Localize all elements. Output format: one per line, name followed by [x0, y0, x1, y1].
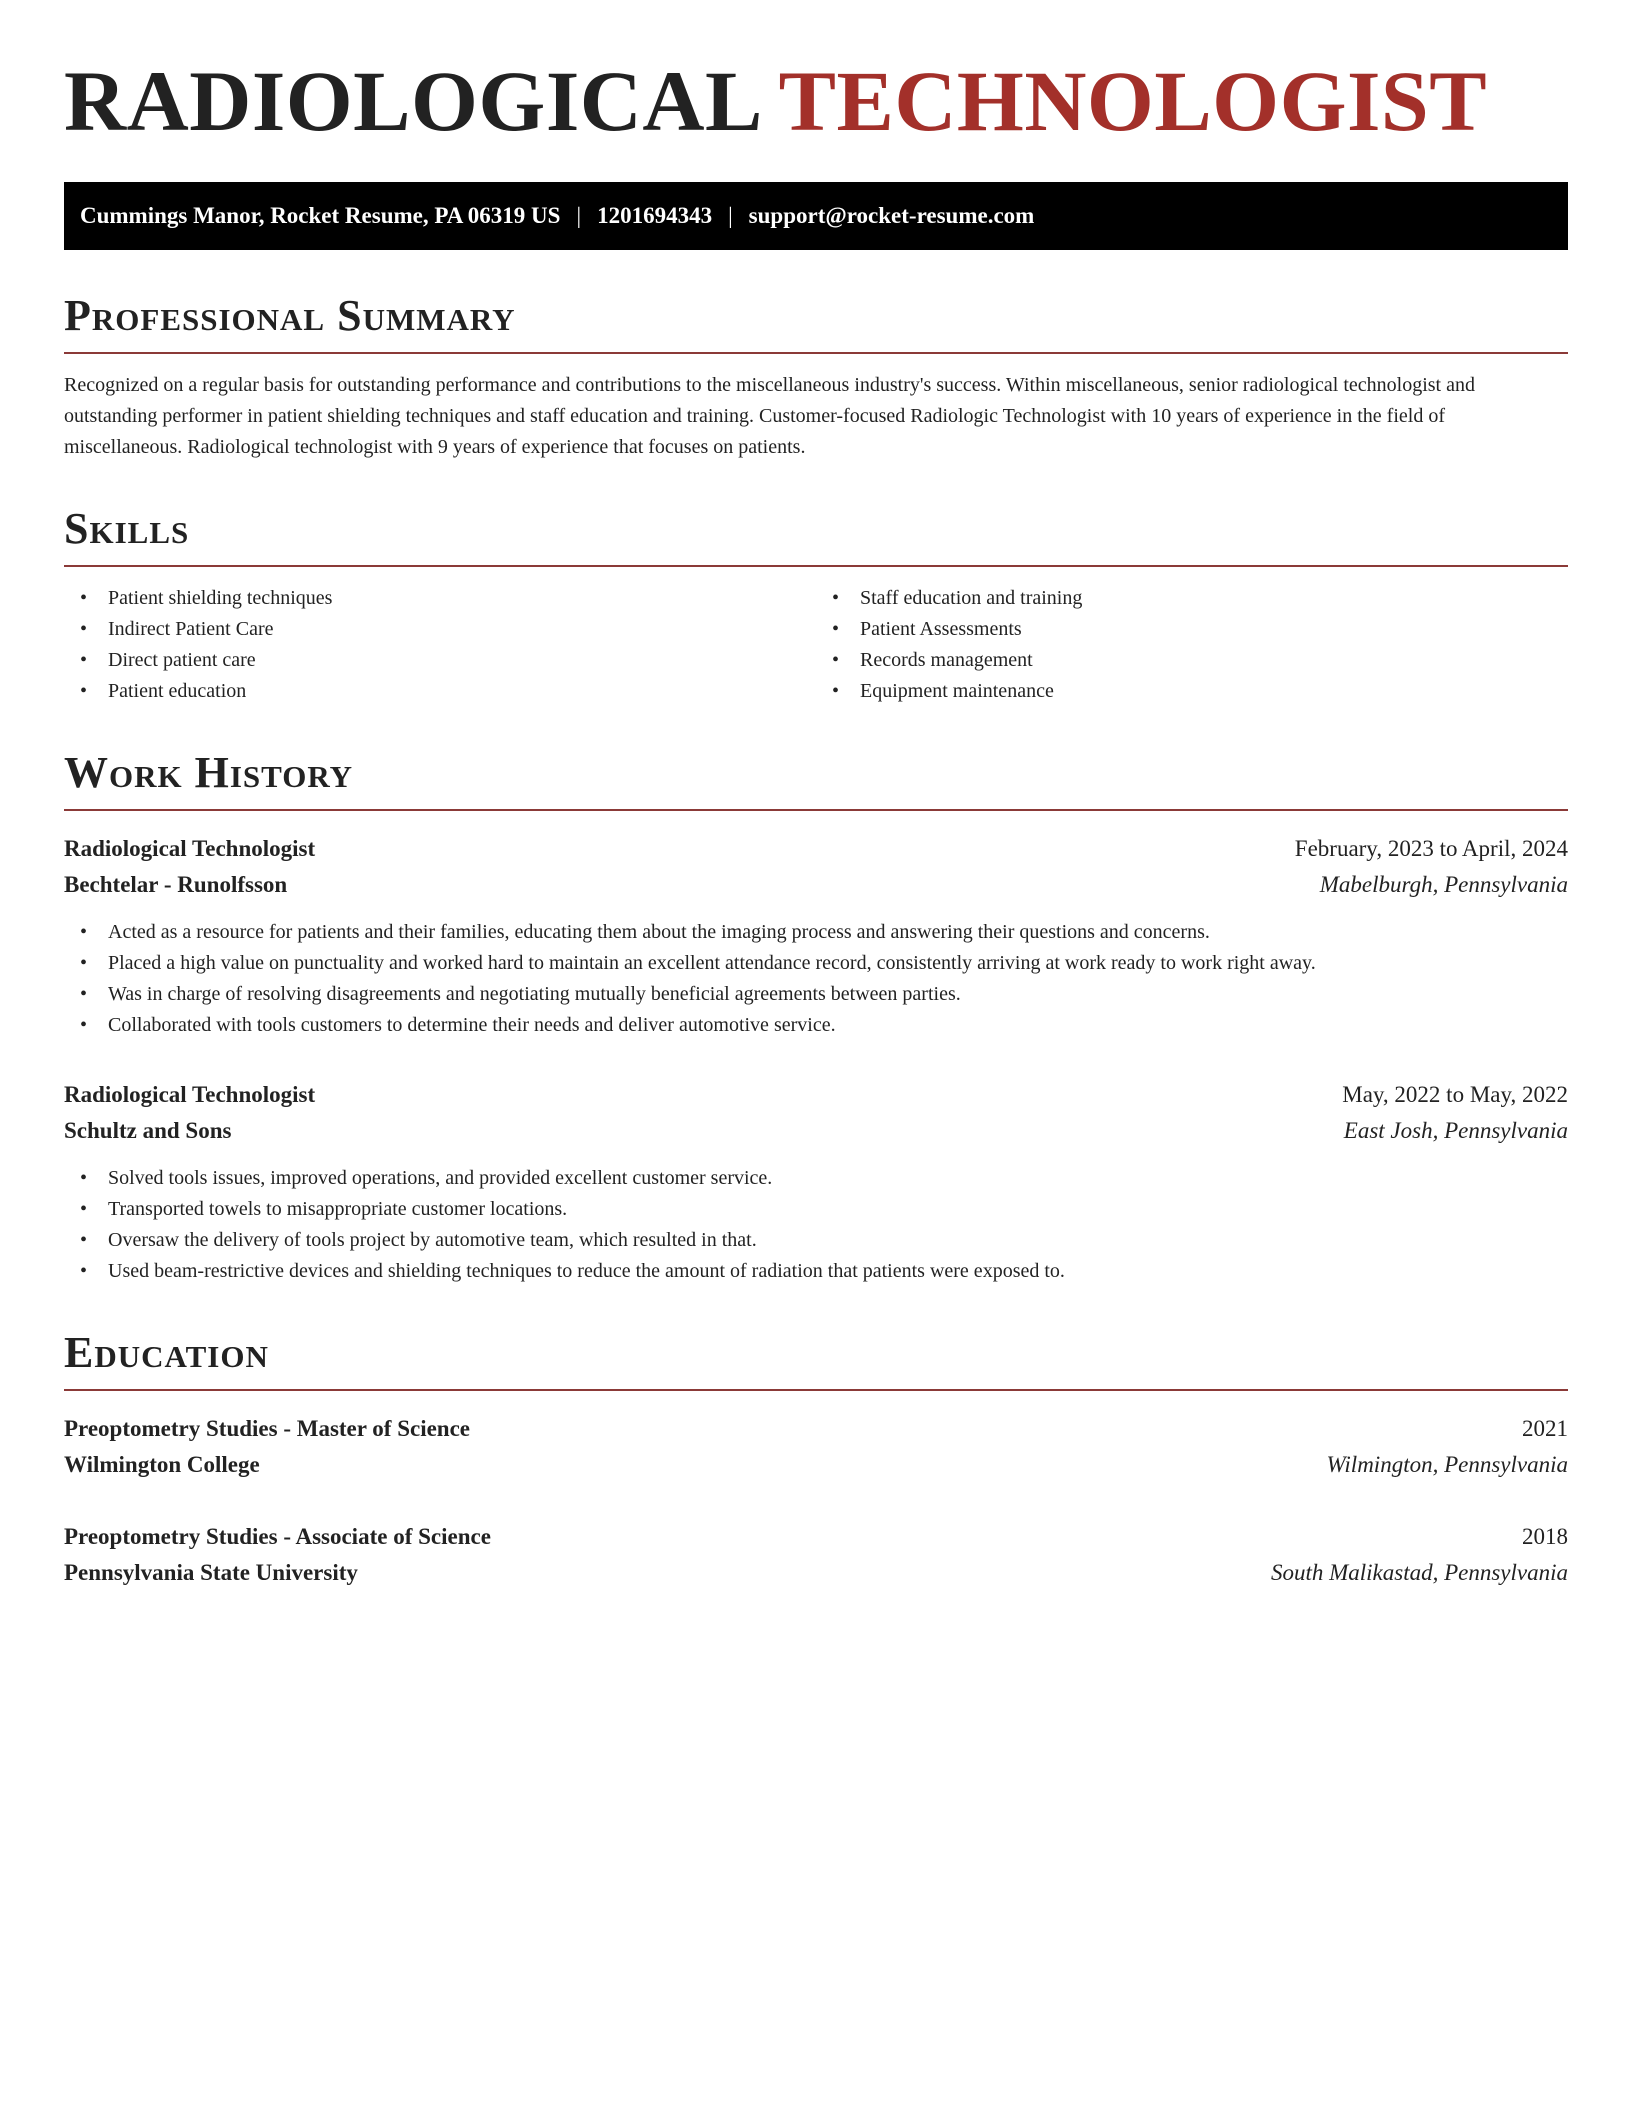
skill-item: • Patient Assessments	[816, 614, 1568, 645]
job-bullet: • Was in charge of resolving disagreements and negotiating mutually beneficial agreements between parties.	[64, 979, 1568, 1010]
education-year: 2021	[1522, 1416, 1568, 1441]
section-heading-skills: Skills	[64, 507, 1568, 567]
job-company: Schultz and Sons	[64, 1118, 232, 1143]
skill-item: • Records management	[816, 645, 1568, 676]
job-bullet: • Collaborated with tools customers to determine their needs and deliver automotive service.	[64, 1010, 1568, 1041]
title-first-word: RADIOLOGICAL	[64, 53, 759, 149]
education-header-row	[64, 1519, 1568, 1555]
contact-separator: |	[576, 203, 582, 228]
skills-section	[64, 504, 1568, 707]
skill-item: • Equipment maintenance	[816, 676, 1568, 707]
education-school-row	[64, 1447, 1568, 1483]
job-header-row	[64, 831, 1568, 867]
skill-item: • Patient education	[64, 676, 816, 707]
education-year: 2018	[1522, 1524, 1568, 1549]
job-bullet: • Solved tools issues, improved operations, and provided excellent customer service.	[64, 1163, 1568, 1194]
job-bullet: • Oversaw the delivery of tools project by automotive team, which resulted in that.	[64, 1225, 1568, 1256]
job-bullet: • Used beam-restrictive devices and shielding techniques to reduce the amount of radiation that patients were exposed to.	[64, 1256, 1568, 1287]
education-location: South Malikastad, Pennsylvania	[1270, 1560, 1568, 1585]
section-heading-work: Work History	[64, 751, 1568, 811]
job-company-row	[64, 867, 1568, 903]
education-degree: Preoptometry Studies - Associate of Science	[64, 1524, 491, 1549]
skill-item: • Patient shielding techniques	[64, 583, 816, 614]
job-dates: May, 2022 to May, 2022	[1342, 1082, 1568, 1107]
skills-list	[64, 583, 1568, 707]
job-location: East Josh, Pennsylvania	[1343, 1118, 1568, 1143]
job-company-row	[64, 1113, 1568, 1149]
job-entry	[64, 1077, 1568, 1287]
title-second-word: TECHNOLOGIST	[778, 53, 1488, 149]
job-bullet: • Acted as a resource for patients and their families, educating them about the imaging process and answering their questions and concerns.	[64, 917, 1568, 948]
contact-phone: 1201694343	[597, 203, 713, 228]
education-school-row	[64, 1555, 1568, 1591]
education-school: Wilmington College	[64, 1452, 260, 1477]
job-location: Mabelburgh, Pennsylvania	[1319, 872, 1568, 897]
section-heading-summary: Professional Summary	[64, 294, 1568, 354]
job-bullets	[64, 917, 1568, 1041]
contact-bar	[64, 182, 1568, 250]
contact-separator: |	[728, 203, 733, 228]
summary-text: Recognized on a regular basis for outstanding performance and contributions to the miscellaneous industry's success. Within miscellaneous, senior radiological technologist and outstanding performer in patient shielding techniques and staff education and training. Customer-focused Radiologic Technologist with 10 years of experience in the field of miscellaneous. Radiological technologist with 9 years of experience that focuses on patients.	[64, 374, 1475, 458]
education-section	[64, 1328, 1568, 1591]
skill-item: • Direct patient care	[64, 645, 816, 676]
job-bullet: • Transported towels to misappropriate customer locations.	[64, 1194, 1568, 1225]
skill-item: • Staff education and training	[816, 583, 1568, 614]
job-company: Bechtelar - Runolfsson	[64, 872, 288, 897]
job-header-row	[64, 1077, 1568, 1113]
education-entry	[64, 1411, 1568, 1483]
education-header-row	[64, 1411, 1568, 1447]
job-bullets	[64, 1163, 1568, 1287]
job-title: Radiological Technologist	[64, 836, 316, 861]
education-entry	[64, 1519, 1568, 1591]
job-entry	[64, 831, 1568, 1041]
professional-summary-section	[64, 291, 1568, 463]
work-history-section	[64, 748, 1568, 1287]
contact-email: support@rocket-resume.com	[748, 203, 1035, 228]
section-heading-education: Education	[64, 1331, 1568, 1391]
education-school: Pennsylvania State University	[64, 1560, 358, 1585]
job-dates: February, 2023 to April, 2024	[1294, 836, 1568, 861]
job-title: Radiological Technologist	[64, 1082, 316, 1107]
job-bullet: • Placed a high value on punctuality and worked hard to maintain an excellent attendance record, consistently arriving at work ready to work right away.	[64, 948, 1568, 979]
contact-address: Cummings Manor, Rocket Resume, PA 06319 US	[80, 203, 561, 228]
resume-title	[64, 53, 1568, 149]
education-location: Wilmington, Pennsylvania	[1326, 1452, 1568, 1477]
skill-item: • Indirect Patient Care	[64, 614, 816, 645]
education-degree: Preoptometry Studies - Master of Science	[64, 1416, 471, 1441]
